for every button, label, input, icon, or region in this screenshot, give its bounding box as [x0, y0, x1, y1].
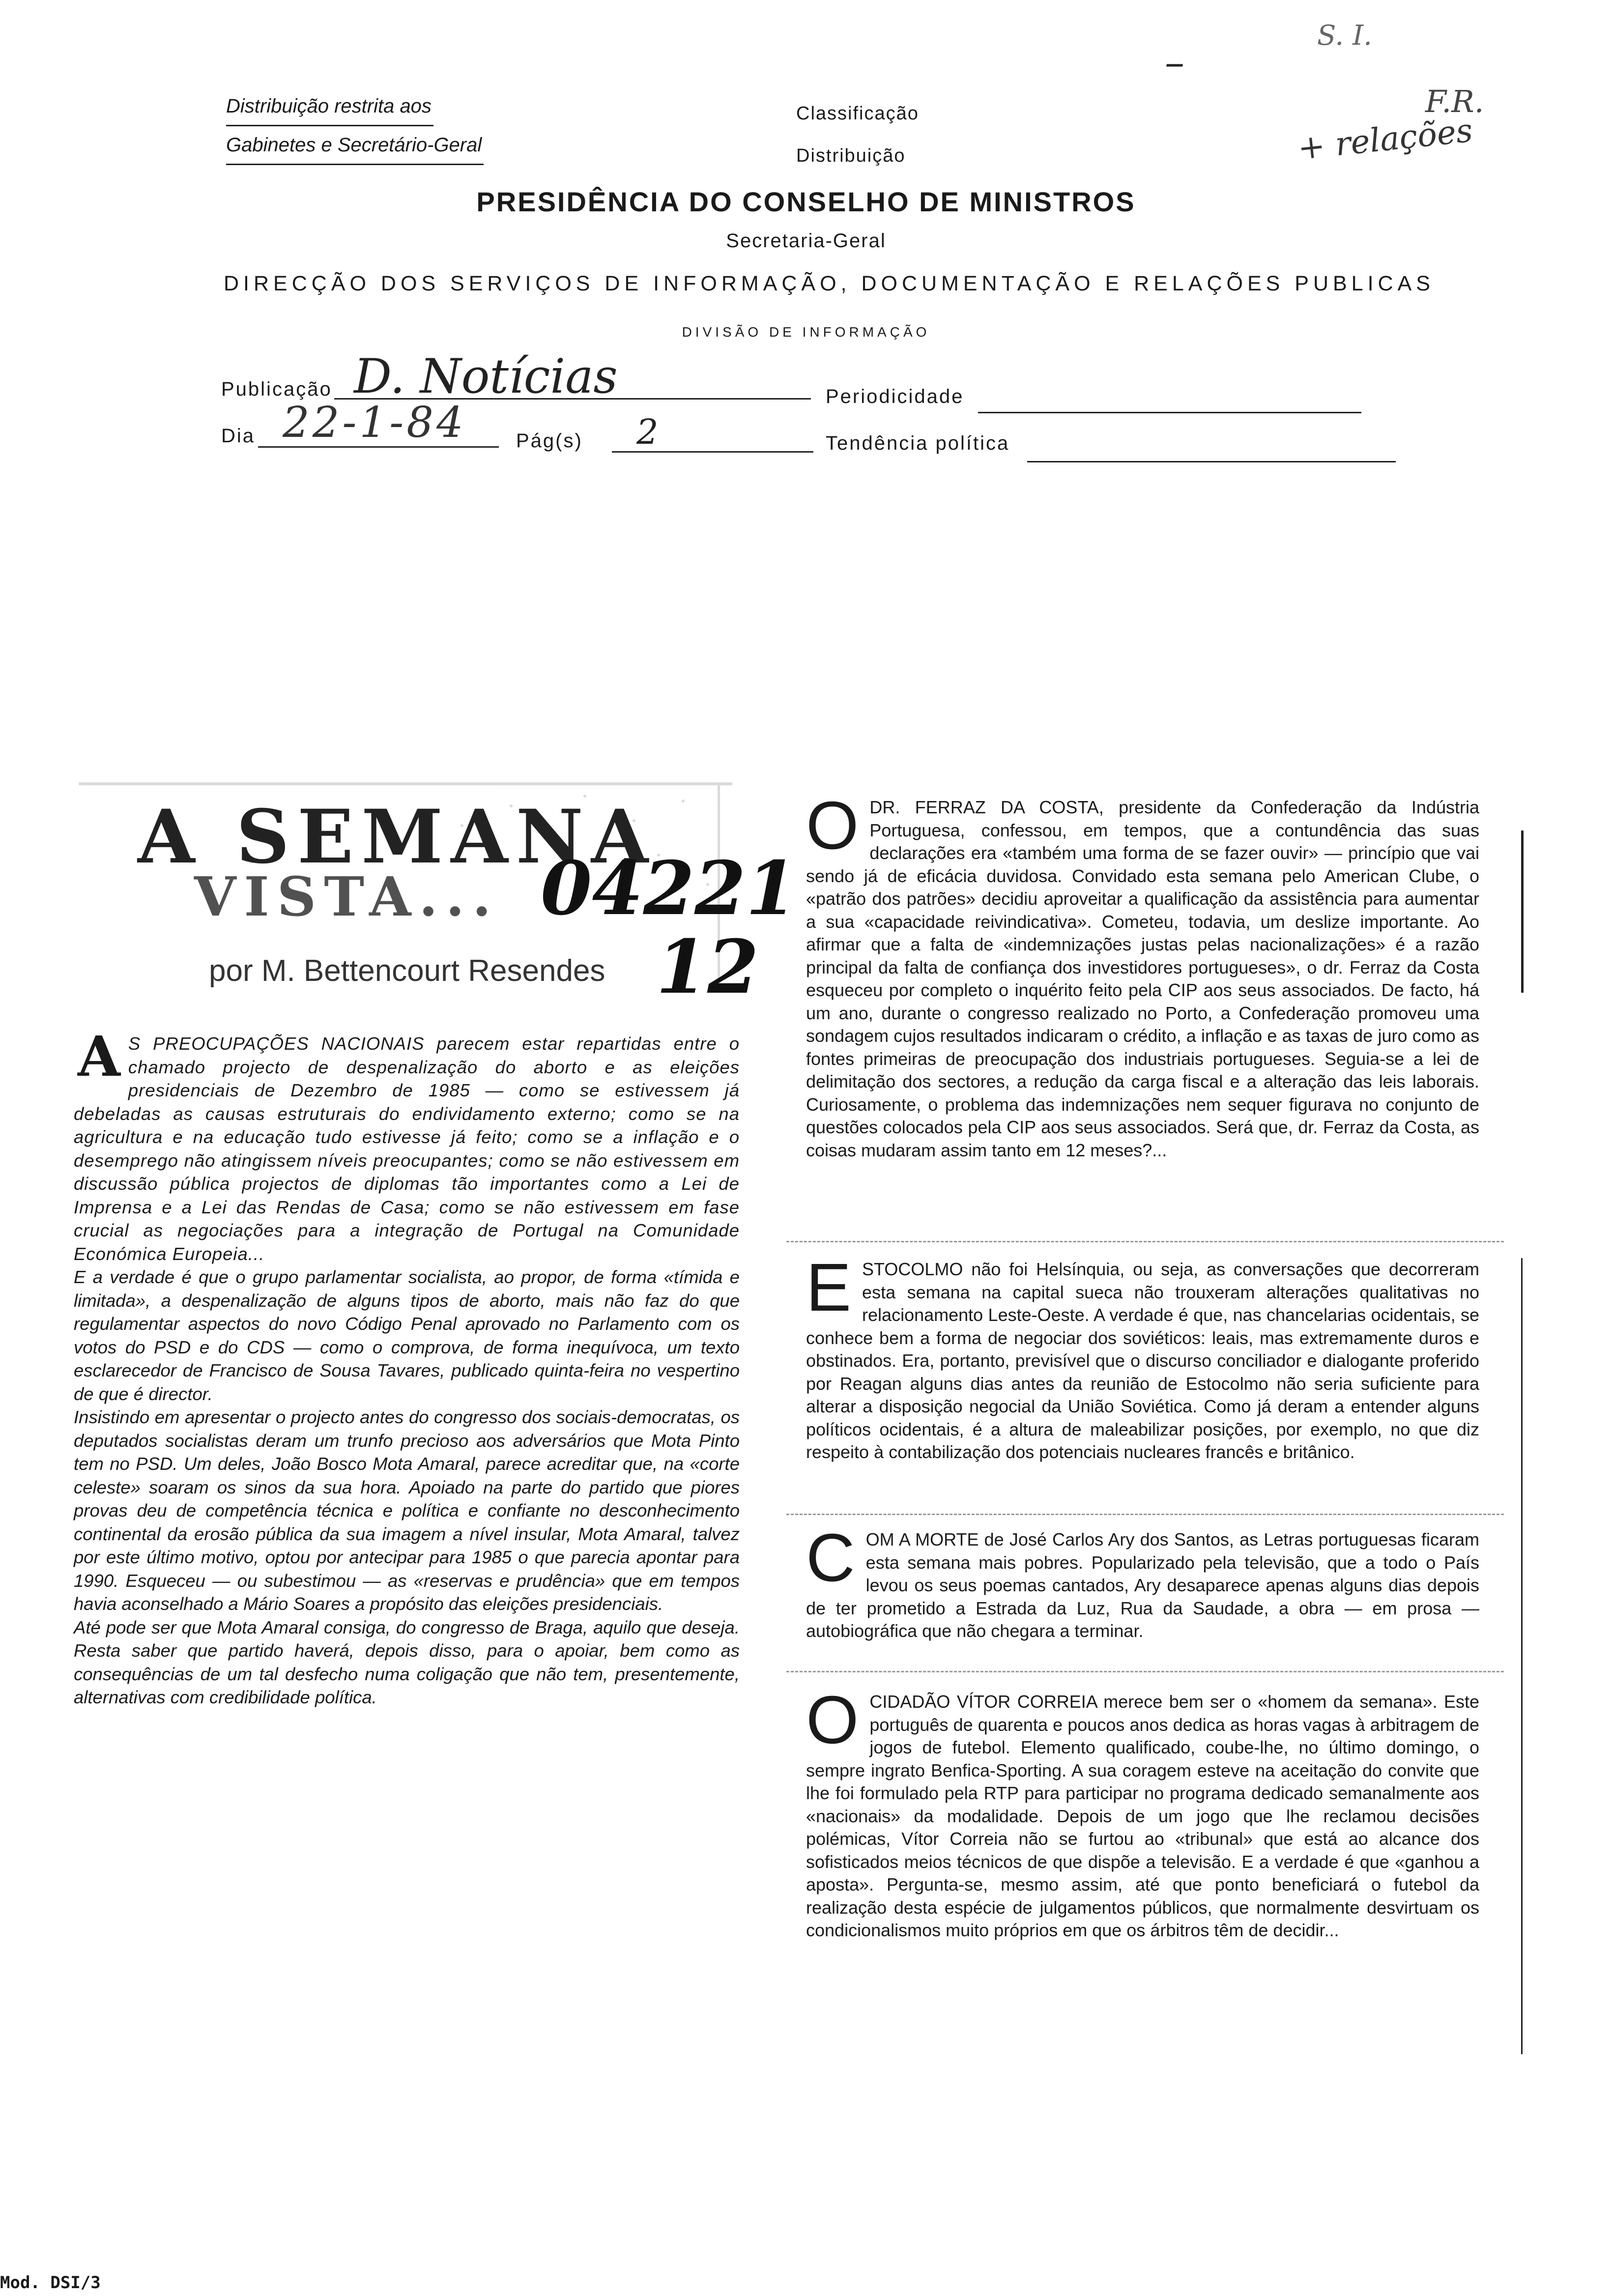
left-paragraph-2: E a verdade é que o grupo parlamentar socialista, ao propor, de forma «tímida e limitada», a despenalização de alguns tipos de aborto, mais não faz do que regulamentar aspectos do novo Código Penal aprovado no Parlamento com os votos do PSD e do CDS — como o comprova, de forma inequívoca, um texto esclarecedor de Francisco de Sousa Tavares, publicado quinta-feira no vespertino de que é director.: [74, 1267, 740, 1404]
tendency-field: [1027, 432, 1396, 462]
article-byline: por M. Bettencourt Resendes: [209, 954, 605, 988]
left-paragraph-4: Até pode ser que Mota Amaral consiga, do congresso de Braga, aquilo que deseja. Resta saber que partido haverá, depois disso, para o apoiar, bem como as consequências de um tal desfecho numa coligação que não tem, presentemente, alternativas com credibilidade política.: [74, 1617, 740, 1707]
classification-label: Classificação: [796, 103, 919, 124]
article-title-line-1: A SEMANA: [138, 794, 657, 880]
periodicity-label: Periodicidade: [826, 386, 964, 407]
directorate-line: DIRECÇÃO DOS SERVIÇOS DE INFORMAÇÃO, DOCUMENTAÇÃO E RELAÇÕES PUBLICAS: [224, 272, 1435, 295]
margin-note-3: + relações: [1295, 111, 1475, 168]
right-item-2: [806, 1250, 1479, 1464]
day-field: [258, 398, 499, 448]
margin-note-2: F.R.: [1425, 84, 1484, 119]
classification-block: [796, 92, 919, 177]
right-item-text: OM A MORTE de José Carlos Ary dos Santos, as Letras portuguesas ficaram esta semana mais pobres. Popularizado pela televisão, que a todo o País levou os seus poemas cantados, Ary desaparece apenas alguns dias depois de ter prometido a Estrada da Luz, Rua da Saudade, a obra — em prosa — autobiográfica que não chegara a terminar.: [806, 1529, 1479, 1641]
right-item-1: [806, 788, 1479, 1162]
form-code: Mod. DSI/3: [0, 2273, 101, 2293]
distribution-restriction: [226, 87, 484, 165]
section-divider: [786, 1514, 1504, 1515]
tendency-label: Tendência política: [826, 432, 1010, 454]
day-label: Dia: [221, 425, 256, 447]
day-value: 22-1-84: [283, 398, 466, 447]
drop-cap: A: [78, 1025, 120, 1089]
pages-value: 2: [636, 412, 659, 452]
handwritten-code: 04221: [541, 845, 797, 932]
pages-field: [612, 412, 813, 453]
publication-value: D. Notícias: [354, 349, 618, 404]
article-title-line-2: VISTA...: [194, 865, 499, 928]
distribution-line-2: Gabinetes e Secretário-Geral: [226, 126, 484, 165]
margin-mark: –: [1165, 39, 1184, 85]
right-item-4: [806, 1682, 1479, 1942]
right-item-3: [806, 1520, 1479, 1643]
distribution-line-1: Distribuição restrita aos: [226, 87, 433, 126]
right-item-text: DR. FERRAZ DA COSTA, presidente da Confederação da Indústria Portuguesa, confessou, em tempos, que a contundência das suas declarações era «também uma forma de se fazer ouvir» — princípio que vai sendo já de eficácia duvidosa. Convidado esta semana pelo American Clube, o «patrão dos patrões» decidiu aproveitar a qualificação da assistência para aumentar a sua «capacidade reivindicativa». Cometeu, todavia, um deslize importante. Ao afirmar que a falta de «indemnizações justas pelas nacionalizações» é a razão principal da falta de confiança dos investidores portugueses», o dr. Ferraz da Costa esqueceu por completo o inquérito feito pela CIP aos seus associados. De facto, há um ano, durante o congresso realizado no Porto, a Confederação promoveu uma sondagem cujos resultados indicaram o crédito, a inflação e as taxas de juro como as fontes primeiras de preocupação dos industriais portugueses. Seguia-se a lei de delimitação dos sectores, a redução da carga fiscal e a alteração das leis laborais. Curiosamente, o problema das indemnizações nem sequer figurava no conjunto de questões colocados pela CIP aos seus associados. Será que, dr. Ferraz da Costa, as coisas mudaram assim tanto em 12 meses?...: [806, 797, 1479, 1160]
margin-note-1: S. I.: [1317, 20, 1372, 52]
right-item-text: CIDADÃO VÍTOR CORREIA merece bem ser o «homem da semana». Este português de quarenta e poucos anos dedica as horas vagas à arbitragem de jogos de futebol. Elemento qualificado, coube-lhe, no último domingo, o sempre ingrato Benfica-Sporting. A sua coragem esteve na aceitação do convite que lhe foi formulado pela RTP para participar no programa dedicado semanalmente aos «nacionais» da modalidade. Depois de um jogo que lhe reclamou decisões polémicas, Vítor Correia não se furtou ao «tribunal» que está ao alcance dos sofisticados meios técnicos de que dispõe a televisão. E a verdade é que «ganhou a aposta». Pergunta-se, mesmo assim, até que ponto beneficiará o futebol da realização desta espécie de julgamentos públicos, que normalmente desvirtuam os condicionalismos muito próprios em que os árbitros têm de decidir...: [806, 1692, 1479, 1940]
handwritten-number: 12: [656, 924, 759, 1010]
publication-label: Publicação: [221, 378, 332, 400]
column-rule: [1521, 831, 1524, 993]
drop-cap: O: [806, 1682, 859, 1758]
org-subtitle: Secretaria-Geral: [726, 230, 886, 252]
left-paragraph-3: Insistindo em apresentar o projecto antes do congresso dos sociais-democratas, os deputados socialistas deram um trunfo precioso aos adversários que Mota Pinto tem no PSD. Um deles, João Bosco Mota Amaral, parece acreditar que, na «corte celeste» soaram os sinos da sua hora. Apoiado na parte do partido que piores provas deu de competência técnica e política e confiante no desconhecimento continental da erosão pública da sua imagem a nível insular, Mota Amaral, talvez por este último motivo, optou por antecipar para 1985 o que parecia apontar para 1990. Esqueceu — ou subestimou — as «reservas e prudência» que em tempos havia aconselhado a Mário Soares a propósito das eleições presidenciais.: [74, 1407, 740, 1614]
drop-cap: E: [806, 1250, 852, 1325]
drop-cap: C: [806, 1520, 855, 1596]
pages-label: Pág(s): [516, 430, 583, 452]
article-left-column: [74, 1025, 740, 1709]
left-paragraph-1: A S PREOCUPAÇÕES NACIONAIS parecem estar repartidas entre o chamado projecto de despenalização do aborto e as eleições presidenciais de Dezembro de 1985 — como se estivessem já debeladas as causas estruturais do endividamento externo; como se na agricultura e na educação tudo estivesse já feito; como se a inflação e o desemprego não atingissem níveis preocupantes; como se não estivessem em discussão pública projectos de diplomas tão importantes como a Lei de Imprensa e a Lei das Rendas de Casa; como se não estivessem em fase crucial as negociações para a integração de Portugal na Comunidade Económica Europeia...: [74, 1025, 740, 1264]
periodicity-field: [978, 383, 1361, 413]
org-title: PRESIDÊNCIA DO CONSELHO DE MINISTROS: [476, 186, 1136, 217]
column-rule: [1521, 1258, 1523, 2054]
distribution-label: Distribuição: [796, 145, 906, 166]
division-line: DIVISÃO DE INFORMAÇÃO: [682, 324, 930, 340]
right-item-text: STOCOLMO não foi Helsínquia, ou seja, as conversações que decorreram esta semana na capital sueca não trouxeram alterações qualitativas no relacionamento Leste-Oeste. A verdade é que, nas chancelarias ocidentais, se conhece bem a forma de negociar dos soviéticos: leais, mas extremamente duros e obstinados. Era, portanto, previsível que o discurso conciliador e dialogante proferido por Reagan alguns dias antes da reunião de Estocolmo não seria suficiente para alterar a disposição negocial da União Soviética. Como já deram a entender alguns políticos ocidentais, é a altura de maleabilizar posições, por exemplo, no que diz respeito à contabilização dos potenciais nucleares francês e britânico.: [806, 1259, 1479, 1462]
drop-cap: O: [806, 788, 859, 863]
section-divider: [786, 1241, 1504, 1242]
publication-field: [334, 349, 811, 404]
section-divider: [786, 1671, 1504, 1672]
